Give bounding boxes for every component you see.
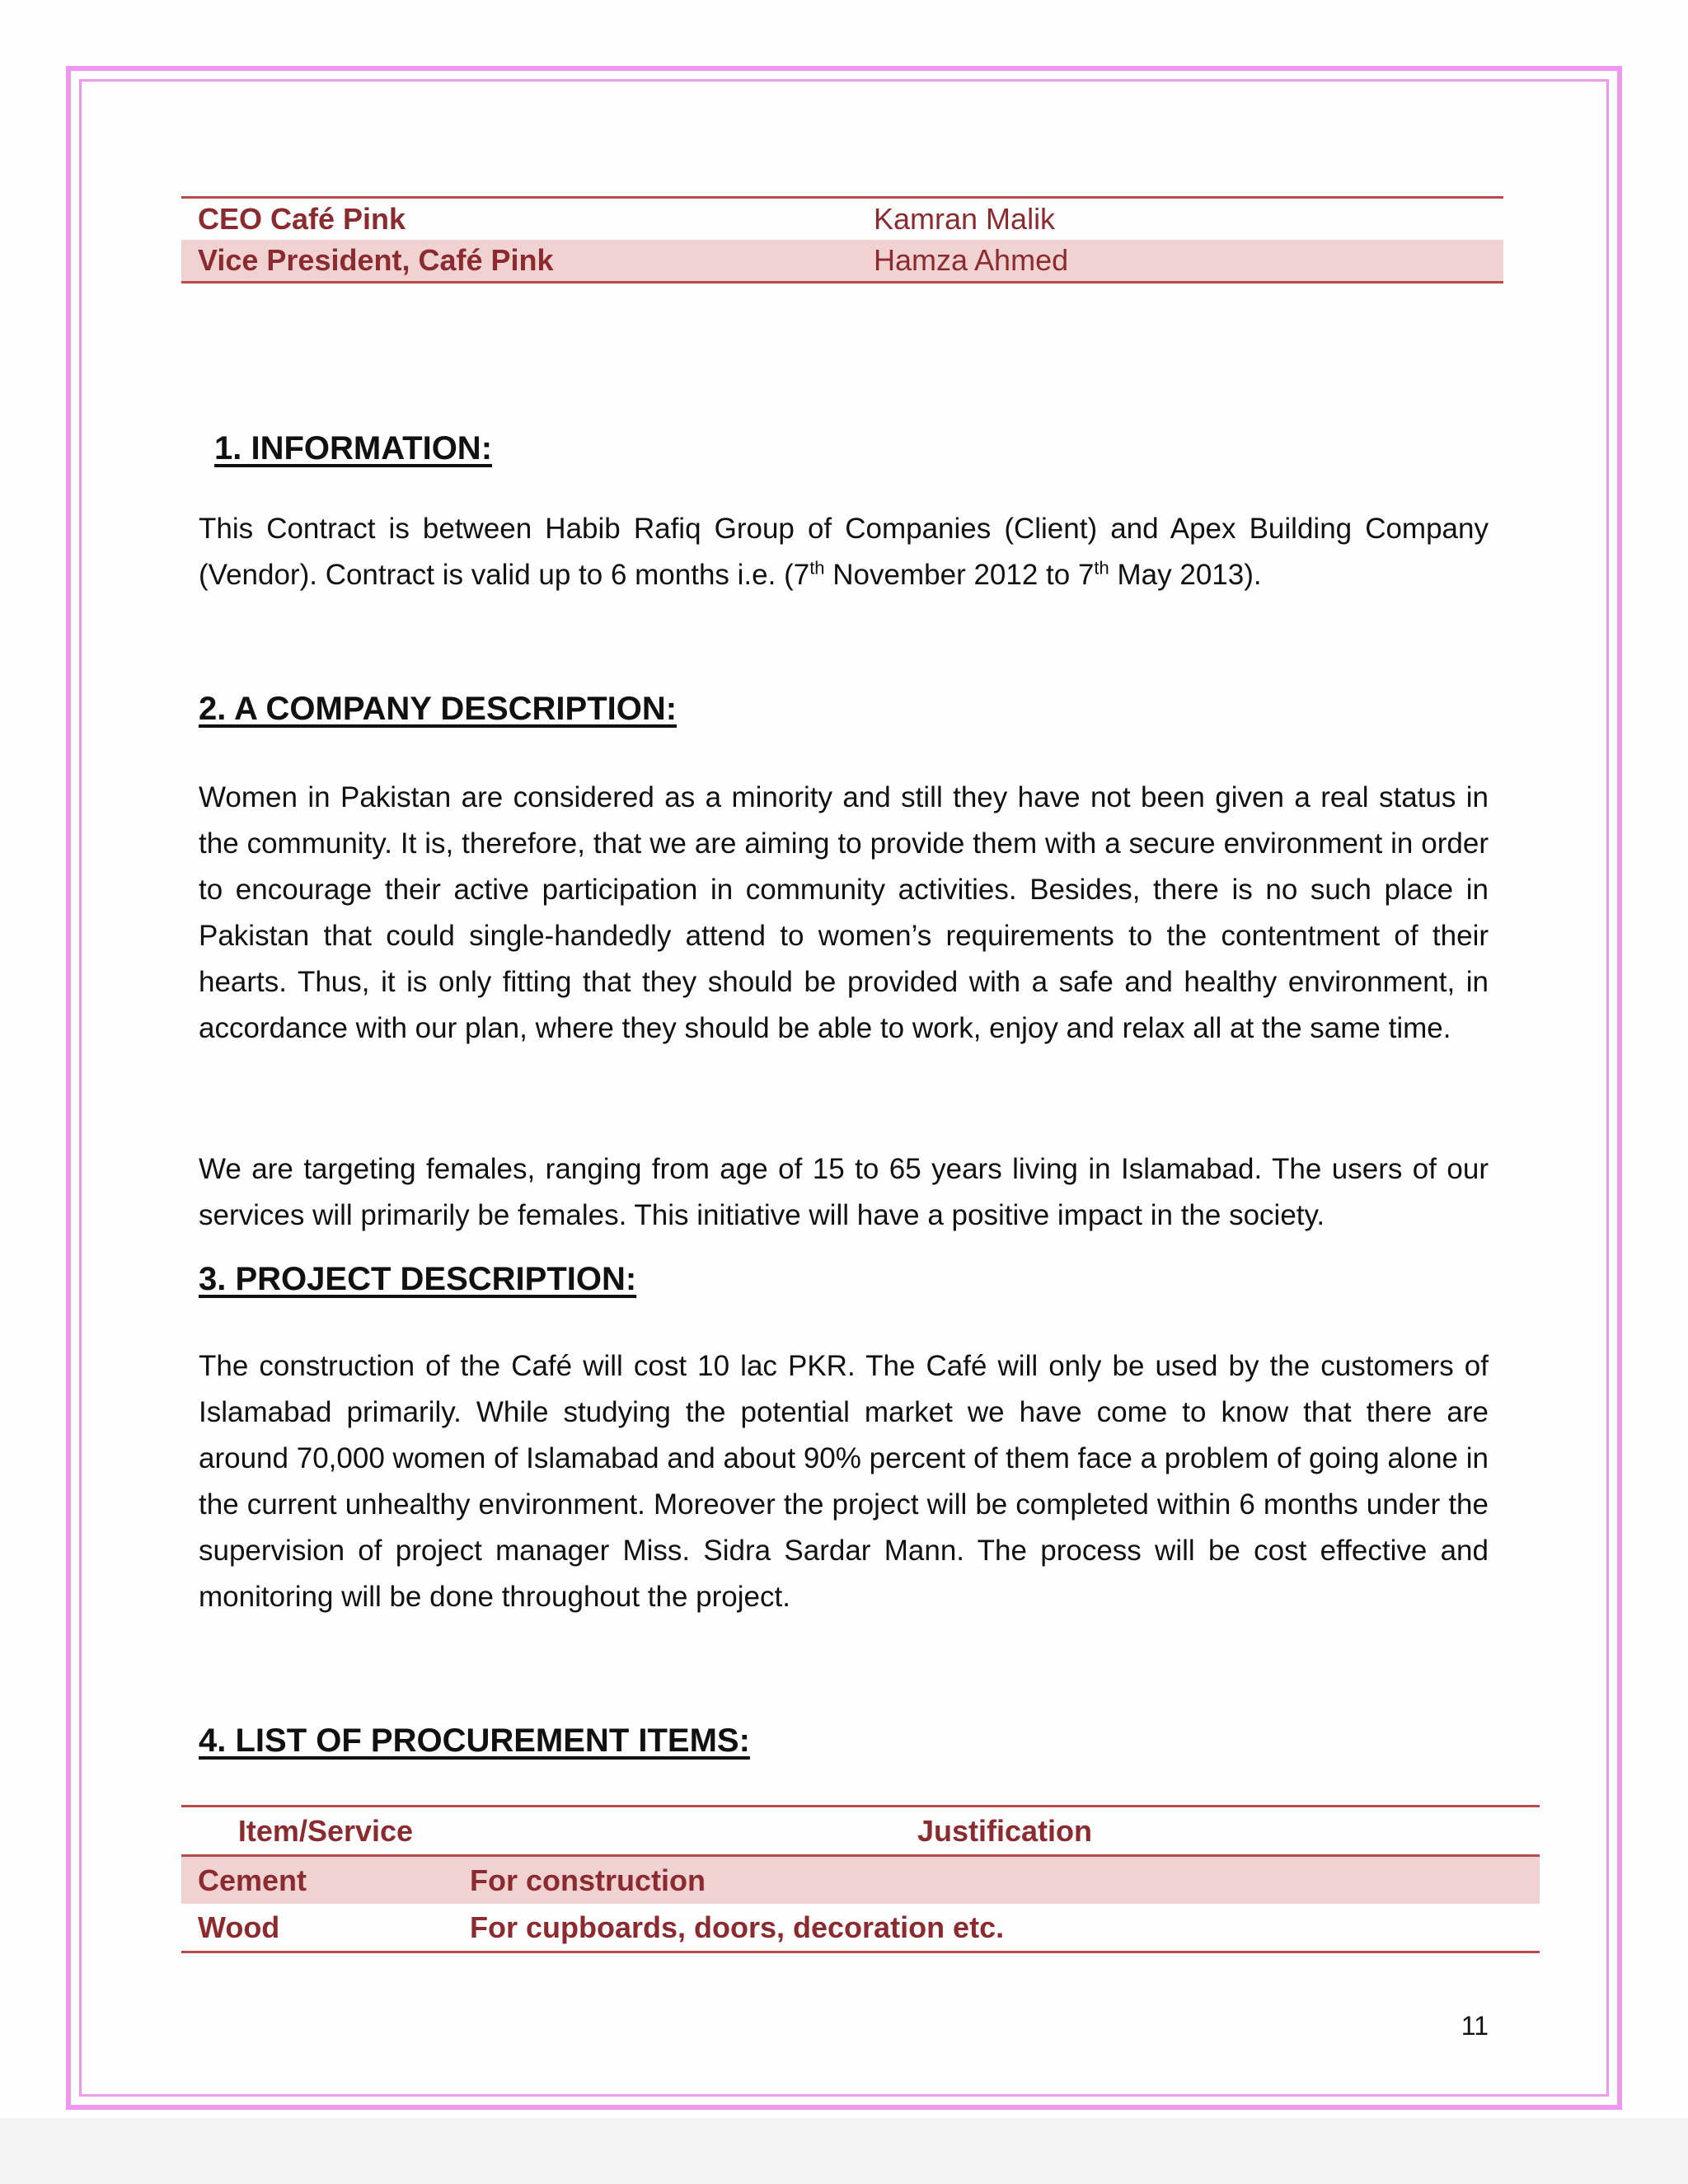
column-header-item: Item/Service (181, 1807, 470, 1856)
signatory-role: CEO Café Pink (198, 202, 406, 236)
information-paragraph: This Contract is between Habib Rafiq Group of Companies (Client) and Apex Building Company (Vendor). Contract is valid up to 6 months i.e. (7th November 2012 to 7th May 2013). (199, 513, 1489, 591)
project-description-paragraph: The construction of the Café will cost 10 lac PKR. The Café will only be used by the customers of Islamabad primarily. While studying the potential market we have come to know that there are around 70,000 women of Islamabad and about 90% percent of them face a problem of going alone in the current unhealthy environment. Moreover the project will be completed within 6 months under the supervision of project manager Miss. Sidra Sardar Mann. The process will be cost effective and monitoring will be done throughout the project. (199, 1350, 1489, 1613)
procurement-justification: For cupboards, doors, decoration etc. (470, 1910, 1005, 1944)
company-description-paragraph-1: Women in Pakistan are considered as a minority and still they have not been given a real status in the community. It is, therefore, that we are aiming to provide them with a secure environment in order to encourage their active participation in community activities. Besides, there is no such place in Pakistan that could single-handedly attend to women’s requirements to the contentment of their hearts. Thus, it is only fitting that they should be provided with a safe and healthy environment, in accordance with our plan, where they should be able to work, enjoy and relax all at the same time. (199, 781, 1489, 1044)
procurement-justification: For construction (470, 1856, 1540, 1905)
procurement-item: Cement (181, 1856, 470, 1905)
table-row (181, 1904, 1540, 1952)
procurement-item: Wood (198, 1910, 280, 1944)
signatory-role: Vice President, Café Pink (181, 240, 857, 283)
page-bottom-margin (0, 2118, 1688, 2184)
section-heading-company-description: 2. A COMPANY DESCRIPTION: (199, 691, 678, 727)
page-border-inner (79, 79, 1609, 2097)
table-row (181, 198, 1503, 241)
section-heading-procurement-items: 4. LIST OF PROCUREMENT ITEMS: (199, 1722, 750, 1759)
table-row (181, 240, 1503, 283)
column-header-justification: Justification (470, 1807, 1540, 1856)
table-header-row (181, 1807, 1540, 1856)
page-number: 11 (1461, 2011, 1489, 2041)
section-heading-information: 1. INFORMATION: (214, 430, 493, 466)
signatory-name: Hamza Ahmed (857, 240, 1503, 283)
signatories-table (181, 196, 1503, 284)
table-row (181, 1856, 1540, 1905)
company-description-paragraph-2: We are targeting females, ranging from age of 15 to 65 years living in Islamabad. The users of our services will primarily be females. This initiative will have a positive impact in the society. (199, 1153, 1489, 1231)
signatory-name: Kamran Malik (874, 202, 1056, 236)
section-heading-project-description: 3. PROJECT DESCRIPTION: (199, 1261, 637, 1297)
procurement-table (181, 1805, 1540, 1953)
